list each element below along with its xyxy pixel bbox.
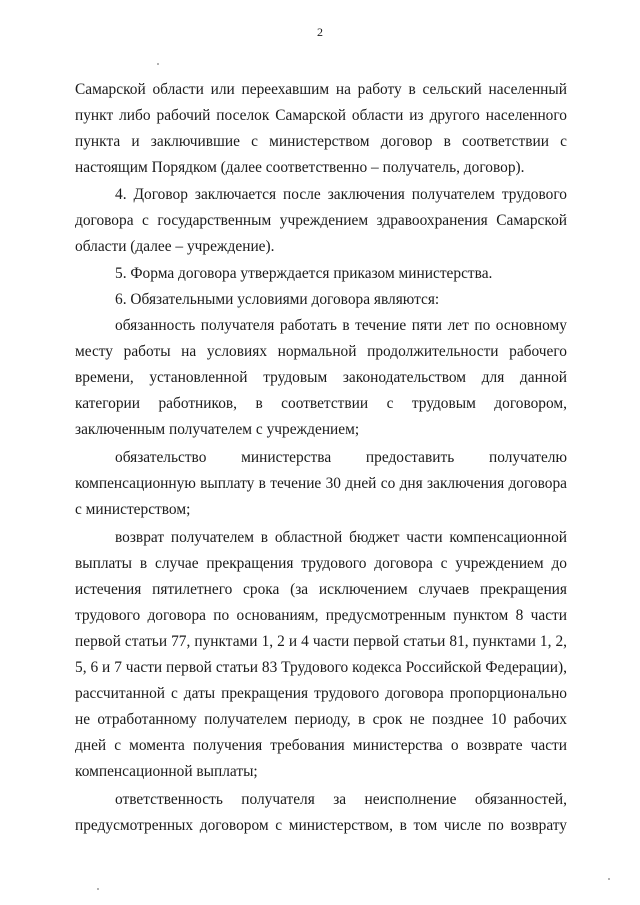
- text-line: рассчитанной с даты прекращения трудового договора пропорционально: [75, 685, 567, 702]
- condition-responsibility: [75, 787, 567, 839]
- text-line: не отработанному получателем периоду, в срок не позднее 10 рабочих: [75, 711, 567, 728]
- text-line: 6. Обязательными условиями договора являются:: [115, 291, 440, 308]
- text-line: месту работы на условиях нормальной продолжительности рабочего: [75, 343, 567, 360]
- document-body: [75, 77, 567, 839]
- scan-speck: [608, 878, 610, 880]
- condition-ministry-obligation: [75, 445, 567, 523]
- text-line: обязанность получателя работать в течение пяти лет по основному: [115, 317, 567, 334]
- text-line: истечения пятилетнего срока (за исключением случаев прекращения: [75, 581, 567, 598]
- text-line: 5, 6 и 7 части первой статьи 83 Трудового кодекса Российской Федерации),: [75, 659, 567, 676]
- text-line: категории работников, в соответствии с трудовым договором,: [75, 395, 567, 412]
- text-line: с министерством;: [75, 501, 191, 518]
- paragraph-item-6: [75, 287, 567, 313]
- text-line: 4. Договор заключается после заключения получателем трудового: [115, 186, 567, 203]
- text-line: области (далее – учреждение).: [75, 238, 275, 255]
- paragraph-continuation: [75, 77, 567, 181]
- condition-refund: [75, 525, 567, 785]
- text-line: заключенным получателем с учреждением;: [75, 421, 360, 438]
- text-line: возврат получателем в областной бюджет части компенсационной: [115, 529, 567, 546]
- text-line: выплаты в случае прекращения трудового договора с учреждением до: [75, 555, 567, 572]
- text-line: обязательство министерства предоставить получателю: [115, 449, 567, 466]
- condition-obligation-work: [75, 313, 567, 443]
- text-line: настоящим Порядком (далее соответственно – получатель, договор).: [75, 159, 525, 176]
- text-line: ответственность получателя за неисполнение обязанностей,: [115, 791, 567, 808]
- text-line: первой статьи 77, пунктами 1, 2 и 4 части первой статьи 81, пунктами 1, 2,: [75, 633, 567, 650]
- text-line: 5. Форма договора утверждается приказом министерства.: [115, 265, 493, 282]
- page-number: 2: [317, 25, 323, 39]
- text-line: компенсационную выплату в течение 30 дней со дня заключения договора: [75, 475, 567, 492]
- text-line: предусмотренных договором с министерством, в том числе по возврату: [75, 817, 567, 834]
- text-line: дней с момента получения требования министерства о возврате части: [75, 737, 567, 754]
- text-line: договора с государственным учреждением здравоохранения Самарской: [75, 212, 567, 229]
- text-line: пункта и заключившие с министерством договор в соответствии с: [75, 133, 567, 150]
- scan-speck: [97, 888, 99, 890]
- paragraph-item-5: [75, 261, 567, 287]
- text-line: пункт либо рабочий поселок Самарской области из другого населенного: [75, 107, 567, 124]
- paragraph-item-4: [75, 182, 567, 260]
- text-line: трудового договора по основаниям, предусмотренным пунктом 8 части: [75, 607, 567, 624]
- text-line: Самарской области или переехавшим на работу в сельский населенный: [75, 81, 567, 98]
- text-line: времени, установленной трудовым законодательством для данной: [75, 369, 567, 386]
- scan-speck: [157, 63, 159, 65]
- text-line: компенсационной выплаты;: [75, 763, 258, 780]
